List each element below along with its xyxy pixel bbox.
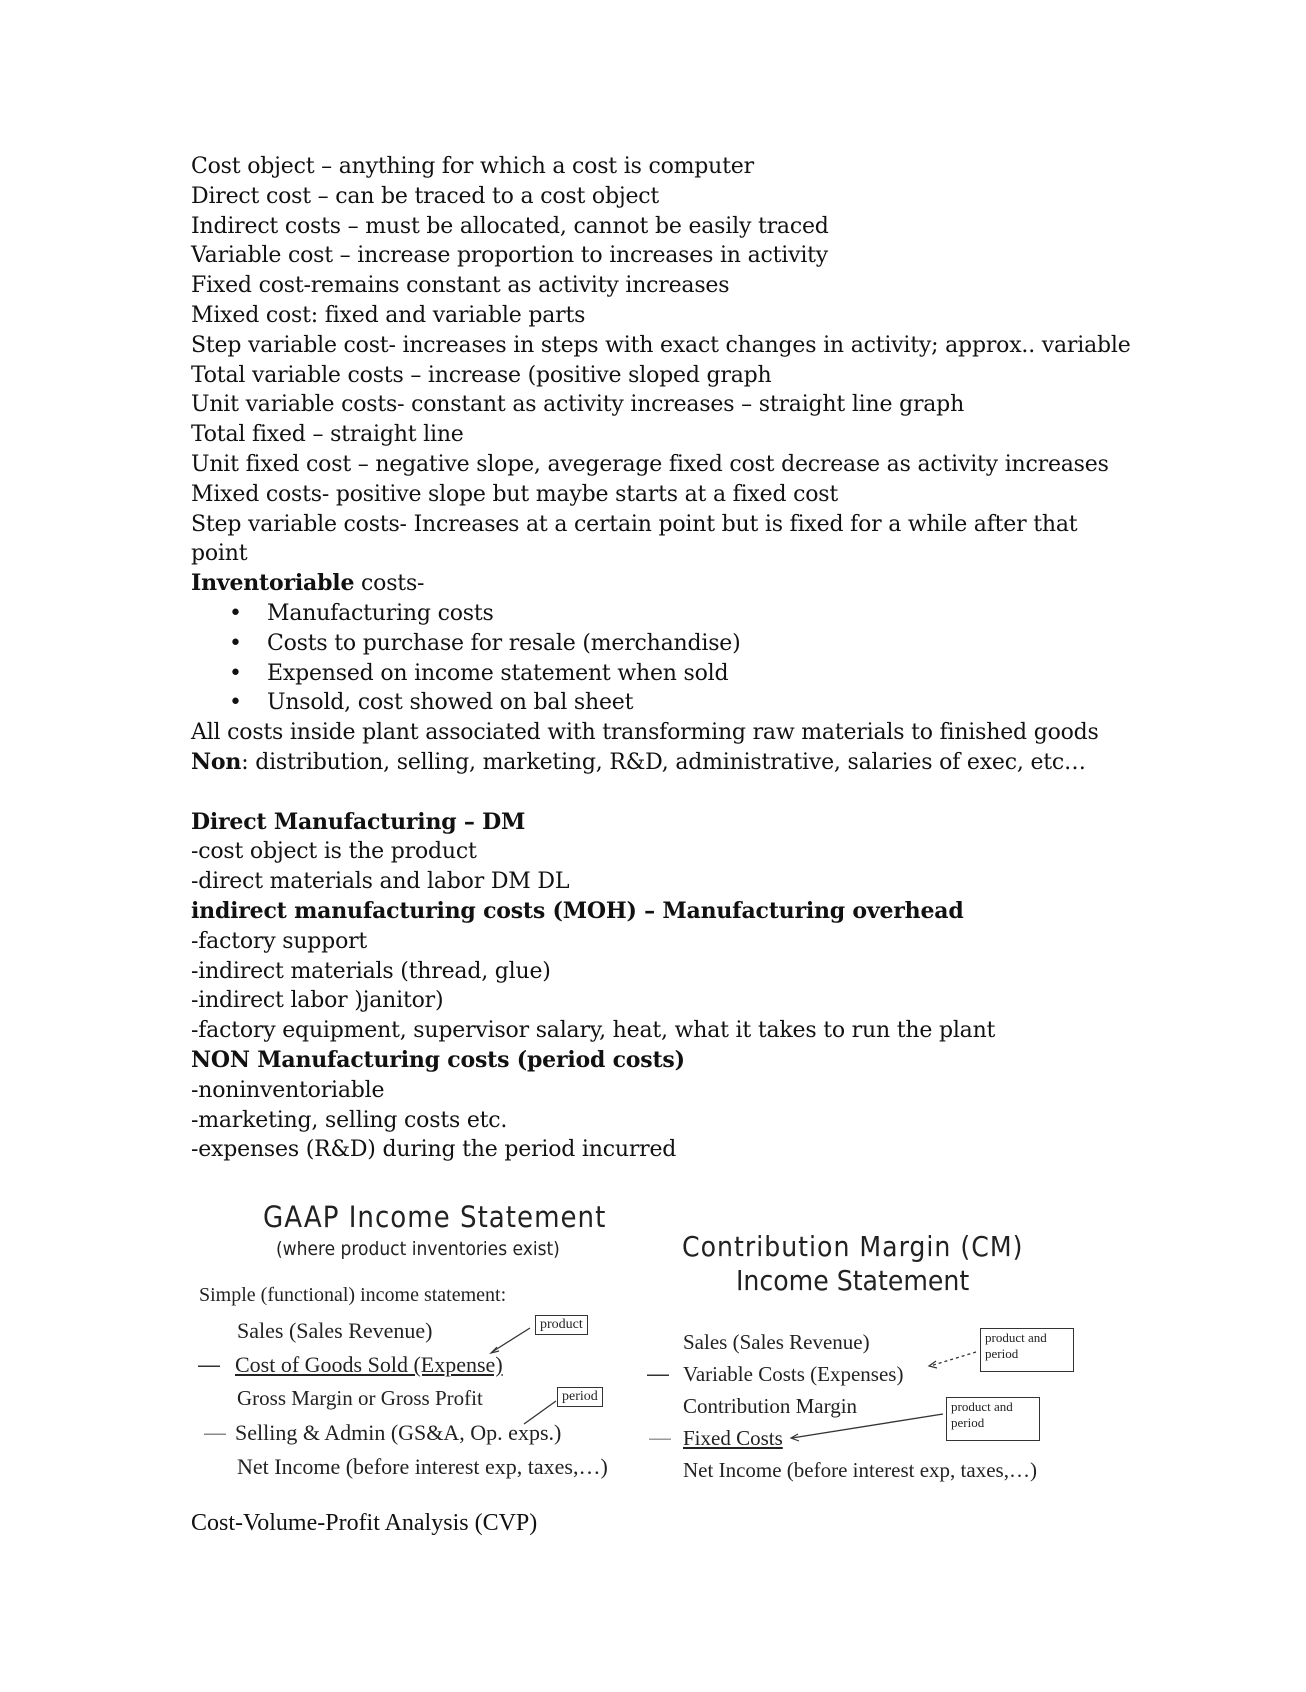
cm-contribution: Contribution Margin xyxy=(683,1394,858,1418)
note-line: Indirect costs – must be allocated, cannot be easily traced xyxy=(191,213,829,239)
cm-variable: Variable Costs (Expenses) xyxy=(683,1362,904,1386)
gaap-sales: Sales (Sales Revenue) xyxy=(237,1318,433,1343)
note-line: Mixed cost: fixed and variable parts xyxy=(191,302,586,328)
moh-heading: indirect manufacturing costs (MOH) – Manufacturing overhead xyxy=(191,897,964,924)
gaap-net: Net Income (before interest exp, taxes,…) xyxy=(237,1454,608,1479)
note-line: Mixed costs- positive slope but maybe starts at a fixed cost xyxy=(191,481,839,507)
cm-sales: Sales (Sales Revenue) xyxy=(683,1330,870,1354)
box-line: product and xyxy=(951,1399,1013,1414)
note-line: -direct materials and labor DM DL xyxy=(191,869,570,895)
note-line: -cost object is the product xyxy=(191,839,477,865)
note-line: -expenses (R&D) during the period incurred xyxy=(191,1137,677,1163)
note-line: Unit variable costs- constant as activity increases – straight line graph xyxy=(191,392,965,418)
all-costs-line: All costs inside plant associated with transforming raw materials to finished goods xyxy=(191,720,1099,746)
product-box: product xyxy=(535,1315,588,1335)
variable-connector xyxy=(930,1352,976,1366)
note-line: -factory equipment, supervisor salary, heat, what it takes to run the plant xyxy=(191,1018,996,1044)
minus-sign: — xyxy=(198,1352,220,1377)
box-line: product and xyxy=(985,1330,1047,1345)
note-line: -indirect labor )janitor) xyxy=(191,988,444,1014)
period-connector xyxy=(524,1401,556,1424)
minus-sign: — xyxy=(649,1425,671,1450)
minus-sign: — xyxy=(204,1420,226,1445)
cm-net: Net Income (before interest exp, taxes,…) xyxy=(683,1458,1037,1482)
minus-sign: — xyxy=(647,1361,669,1386)
inventoriable-bold: Inventoriable xyxy=(191,570,355,597)
note-line: Variable cost – increase proportion to increases in activity xyxy=(191,243,829,269)
list-item: • Manufacturing costs xyxy=(267,599,1151,629)
note-line: Total variable costs – increase (positive sloped graph xyxy=(191,362,772,388)
note-line: Total fixed – straight line xyxy=(191,422,464,448)
gaap-cogs: Cost of Goods Sold (Expense) xyxy=(235,1352,503,1377)
box-line: period xyxy=(985,1346,1019,1361)
gaap-gross: Gross Margin or Gross Profit xyxy=(237,1386,483,1410)
dm-heading: Direct Manufacturing – DM xyxy=(191,808,526,835)
note-line: -factory support xyxy=(191,928,368,954)
box-line: period xyxy=(951,1415,985,1430)
period-box: period xyxy=(557,1387,603,1407)
cm-title-line1: Contribution Margin (CM) xyxy=(682,1230,1024,1263)
gaap-selling: Selling & Admin (GS&A, Op. exps.) xyxy=(235,1420,562,1445)
note-line: -noninventoriable xyxy=(191,1077,385,1103)
non-rest: : distribution, selling, marketing, R&D, administrative, salaries of exec, etc… xyxy=(241,749,1086,775)
product-connector xyxy=(492,1328,530,1352)
note-line: Unit fixed cost – negative slope, avegerage fixed cost decrease as activity increases xyxy=(191,451,1109,477)
gaap-subtitle: (where product inventories exist) xyxy=(276,1238,560,1260)
note-line: Direct cost – can be traced to a cost object xyxy=(191,183,660,209)
note-line: Step variable costs- Increases at a certain point but is fixed for a while after that point xyxy=(191,511,1078,567)
cm-fixed: Fixed Costs xyxy=(683,1426,783,1450)
cvp-heading: Cost-Volume-Profit Analysis (CVP) xyxy=(191,1510,538,1536)
note-line: Fixed cost-remains constant as activity increases xyxy=(191,273,730,299)
inventoriable-rest: costs- xyxy=(354,571,425,597)
list-item: • Unsold, cost showed on bal sheet xyxy=(267,688,1151,718)
fixed-connector xyxy=(792,1414,943,1438)
list-item: • Expensed on income statement when sold xyxy=(267,659,1151,689)
gaap-intro: Simple (functional) income statement: xyxy=(199,1284,507,1306)
non-mfg-heading: NON Manufacturing costs (period costs) xyxy=(191,1046,685,1073)
list-item: • Costs to purchase for resale (merchandise) xyxy=(267,629,1151,659)
note-line: Cost object – anything for which a cost is computer xyxy=(191,154,754,179)
gaap-title: GAAP Income Statement xyxy=(263,1200,607,1234)
note-line: Step variable cost- increases in steps with exact changes in activity; approx.. variable xyxy=(191,332,1131,358)
cm-title-line2: Income Statement xyxy=(736,1264,970,1297)
note-line: -marketing, selling costs etc. xyxy=(191,1107,508,1133)
non-bold: Non xyxy=(191,748,242,775)
note-line: -indirect materials (thread, glue) xyxy=(191,958,551,984)
